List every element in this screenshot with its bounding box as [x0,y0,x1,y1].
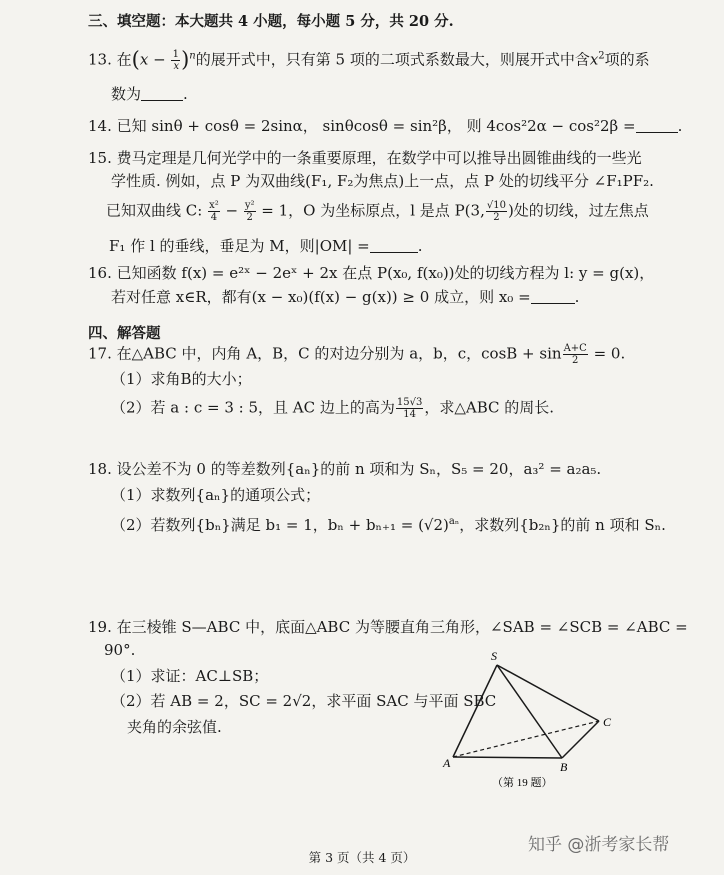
section-title-solution: 四、解答题 [88,325,161,342]
edge-SB [497,665,562,758]
fraction-1-over-sqrt-x: $\frac{1}{x}$ [172,49,180,72]
fraction-a-plus-c-over-2: $\frac{A+C}{2}$ [563,343,587,366]
fraction-y2-over-2: $\frac{\text{y²}}{2}$ [244,200,255,223]
edge-AB [453,757,562,758]
question-17: 17. 在△ABC 中，内角 A，B，C 的对边分别为 a，b，c，cosB + sin $\frac{A+C}{2}$ = 0. [88,343,626,366]
answer-blank [531,289,575,304]
fraction-x2-over-4: $\frac{\text{x²}}{4}$ [209,200,219,223]
edge-AC-hidden [453,721,599,757]
fraction-sqrt10-over-2: $\frac{√10}{2}$ [486,200,506,223]
question-17-part-1: （1）求角B的大小； [111,370,252,388]
fraction-15sqrt3-over-14: $\frac{15√3}{14}$ [396,397,423,420]
question-19-part-2-cont: 夹角的余弦值. [127,718,222,736]
question-13: 13. 在(x − $\frac{1}{x}$ )$^n$的展开式中，只有第 5 项的二项式系数最大，则展开式中含$x^2$项的系 [88,47,650,72]
section-title-fill-in: 三、填空题：本大题共 4 小题，每小题 5 分，共 20 分. [88,13,454,30]
watermark: 知乎 @浙考家长帮 [528,835,670,855]
pyramid-figure [440,640,640,800]
answer-blank [370,238,418,253]
question-17-part-2: （2）若 a : c = 3 : 5，且 AC 边上的高为 $\frac{15√3}{14}$ ，求△ABC 的周长. [111,397,555,420]
figure-caption: （第 19 题） [492,777,553,789]
label-C: C [603,715,612,729]
answer-blank [636,118,678,133]
question-18: 18. 设公差不为 0 的等差数列{aₙ}的前 n 项和为 Sₙ，S₅ = 20，a₃² = a₂a₅. [88,460,602,478]
edge-SC [497,665,599,721]
question-19: 19. 在三棱锥 S—ABC 中，底面△ABC 为等腰直角三角形，∠SAB = ∠SCB = ∠ABC = [88,618,688,636]
answer-blank [141,86,183,101]
question-19-part-1: （1）求证：AC⊥SB； [111,667,269,685]
question-14: 14. 已知 sinθ + cosθ = 2sinα， sinθcosθ = sin²β， 则 4cos²2α − cos²2β = . [88,117,683,135]
question-15-line-2: 学性质. 例如，点 P 为双曲线(F₁, F₂为焦点)上一点，点 P 处的切线平分 ∠F₁PF₂. [111,172,654,190]
question-19-line-2: 90°. [104,641,136,659]
question-13-line-2: 数为 . [111,85,188,103]
label-S: S [491,649,497,663]
edge-BC [562,721,599,758]
question-15-line-4: F₁ 作 l 的垂线，垂足为 M，则|OM| = . [109,237,423,255]
question-16: 16. 已知函数 f(x) = e²ˣ − 2eˣ + 2x 在点 P(x₀, f(x₀))处的切线方程为 l: y = g(x)， [88,264,655,282]
question-16-line-2: 若对任意 x∈R，都有(x − x₀)(f(x) − g(x)) ≥ 0 成立，则 x₀ = . [111,288,580,306]
question-19-part-2: （2）若 AB = 2，SC = 2√2，求平面 SAC 与平面 SBC [111,692,497,710]
question-number: 13. [88,50,112,69]
label-B: B [560,760,568,774]
question-15-line-3: 已知双曲线 C: $\frac{\text{x²}}{4}$ − $\frac{\text{y²}}{2}$ = 1，O 为坐标原点，l 是点 P(3, $\frac{√10}{2}$ )处的切线，过左焦点 [106,200,649,223]
page-footer: 第 3 页（共 4 页） [308,850,416,865]
question-18-part-1: （1）求数列{aₙ}的通项公式； [111,486,321,504]
question-15: 15. 费马定理是几何光学中的一条重要原理，在数学中可以推导出圆锥曲线的一些光 [88,149,642,167]
label-A: A [443,756,451,770]
question-18-part-2: （2）若数列{bₙ}满足 b₁ = 1，$b_n + b_{n+1} = (√2)^{a_n}$，求数列{b₂ₙ}的前 n 项和 Sₙ. [111,516,666,534]
edge-SA [453,665,497,757]
